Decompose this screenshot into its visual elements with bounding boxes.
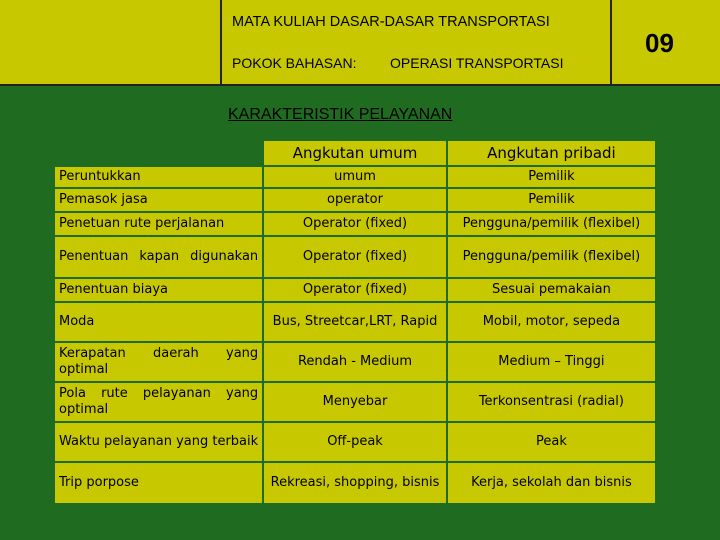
row-label: Pemasok jasa [55,189,264,213]
public-value: Rekreasi, shopping, bisnis [264,463,448,505]
private-value: Pemilik [448,167,655,189]
public-value: operator [264,189,448,213]
row-label: Pola rute pelayanan yang optimal [55,383,264,423]
table-row [55,343,655,383]
private-value: Kerja, sekolah dan bisnis [448,463,655,505]
header-left-panel [0,0,222,86]
table-row [55,237,655,279]
slide-number: 09 [645,28,674,58]
header-cell-private: Angkutan pribadi [448,141,655,167]
private-value: Peak [448,423,655,463]
table-row [55,463,655,505]
private-value: Pengguna/pemilik (flexibel) [448,213,655,237]
row-label: Moda [55,303,264,343]
private-value: Sesuai pemakaian [448,279,655,303]
header-cell-public: Angkutan umum [264,141,448,167]
private-value: Medium – Tinggi [448,343,655,383]
table-row [55,383,655,423]
slide-header [0,0,720,86]
table-row [55,303,655,343]
table-row [55,279,655,303]
public-value: Rendah - Medium [264,343,448,383]
row-label: Penetuan rute perjalanan [55,213,264,237]
row-label: Kerapatan daerah yang optimal [55,343,264,383]
public-value: Off-peak [264,423,448,463]
characteristics-table [55,141,655,505]
public-value: Bus, Streetcar,LRT, Rapid [264,303,448,343]
table-row [55,167,655,189]
table-row [55,213,655,237]
private-value: Terkonsentrasi (radial) [448,383,655,423]
topic-label: POKOK BAHASAN: [232,55,357,71]
section-title: KARAKTERISTIK PELAYANAN [228,106,453,123]
public-value: umum [264,167,448,189]
public-value: Menyebar [264,383,448,423]
table-row [55,189,655,213]
public-value: Operator (fixed) [264,213,448,237]
private-value: Mobil, motor, sepeda [448,303,655,343]
topic-value: OPERASI TRANSPORTASI [390,55,564,71]
table-header-row [55,141,655,167]
header-title-panel [222,0,612,86]
public-value: Operator (fixed) [264,237,448,279]
row-label: Peruntukkan [55,167,264,189]
row-label: Penentuan biaya [55,279,264,303]
row-label: Waktu pelayanan yang terbaik [55,423,264,463]
public-value: Operator (fixed) [264,279,448,303]
private-value: Pengguna/pemilik (flexibel) [448,237,655,279]
table-row [55,423,655,463]
course-title: MATA KULIAH DASAR-DASAR TRANSPORTASI [232,14,550,30]
header-cell-blank [55,141,264,167]
row-label: Trip porpose [55,463,264,505]
private-value: Pemilik [448,189,655,213]
row-label: Penentuan kapan digunakan [55,237,264,279]
